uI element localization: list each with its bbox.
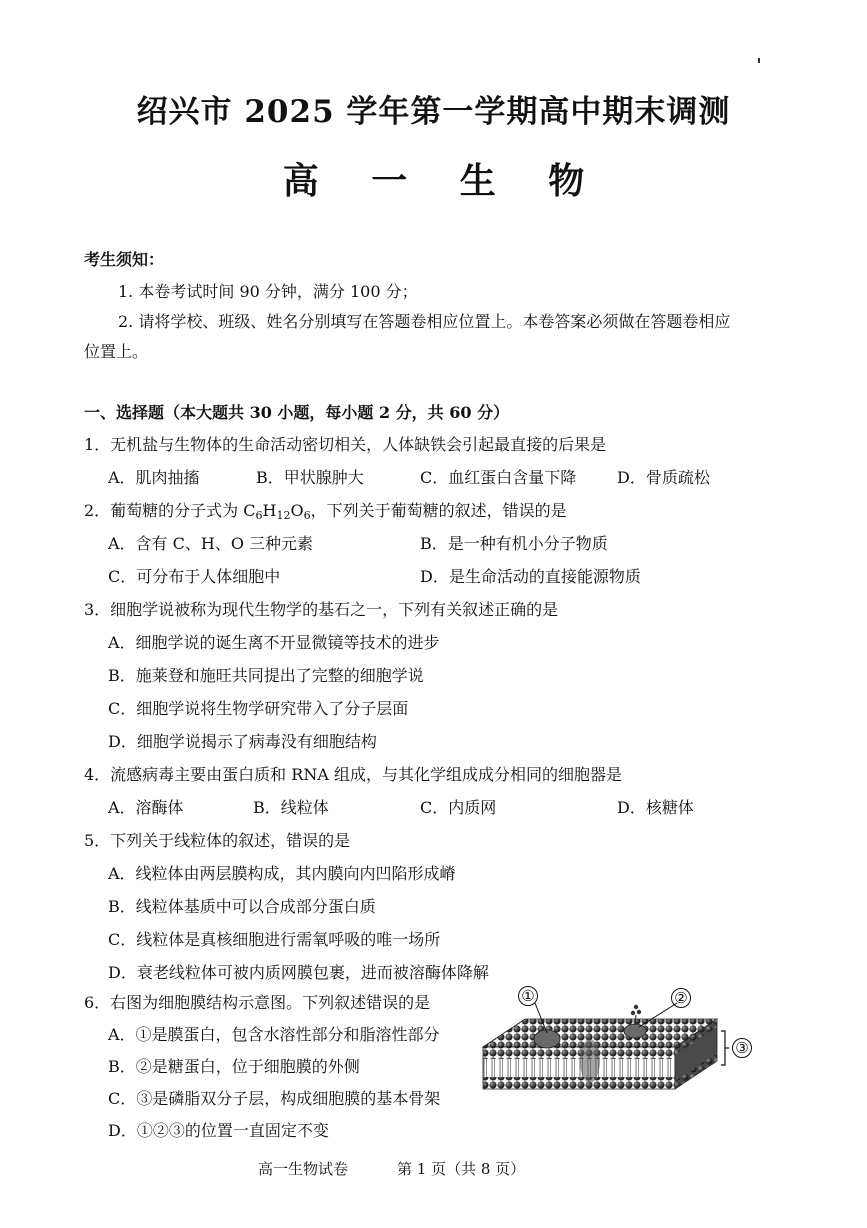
membrane-diagram — [465, 985, 765, 1125]
notice-item-2-cont: 位置上。 — [84, 342, 149, 361]
exam-title: 绍兴市 2025 学年第一学期高中期末调测 — [136, 94, 731, 130]
section-heading: 一、选择题（本大题共 30 小题，每小题 2 分，共 60 分） — [84, 403, 510, 422]
q2-option-b: B．是一种有机小分子物质 — [420, 534, 608, 553]
footer-paper-name: 高一生物试卷 — [258, 1160, 349, 1178]
q3-option-d: D．细胞学说揭示了病毒没有细胞结构 — [108, 732, 377, 751]
scan-mark — [758, 58, 760, 63]
q1-option-b: B．甲状腺肿大 — [256, 468, 364, 487]
q4-option-a: A．溶酶体 — [108, 798, 184, 817]
q6-option-c: C．③是磷脂双分子层，构成细胞膜的基本骨架 — [108, 1089, 441, 1108]
figure-label-2: ② — [671, 988, 691, 1008]
formula-o: O — [290, 501, 304, 520]
q2-option-d: D．是生命活动的直接能源物质 — [420, 567, 641, 586]
footer-page-number: 第 1 页（共 8 页） — [397, 1160, 526, 1178]
q2-option-c: C．可分布于人体细胞中 — [108, 567, 281, 586]
question-5-stem: 5．下列关于线粒体的叙述，错误的是 — [84, 831, 351, 850]
notice-item-2: 2. 请将学校、班级、姓名分别填写在答题卷相应位置上。本卷答案必须做在答题卷相应 — [118, 312, 731, 331]
notice-item-1: 1. 本卷考试时间 90 分钟，满分 100 分； — [118, 282, 418, 301]
bilayer-bracket — [721, 1031, 729, 1065]
q1-option-c: C．血红蛋白含量下降 — [420, 468, 577, 487]
q4-option-b: B．线粒体 — [253, 798, 329, 817]
question-2-stem — [84, 498, 567, 522]
q2-stem-prefix: 2．葡萄糖的分子式为 C — [84, 501, 256, 520]
q6-option-b: B．②是糖蛋白，位于细胞膜的外侧 — [108, 1057, 360, 1076]
q3-option-c: C．细胞学说将生物学研究带入了分子层面 — [108, 699, 409, 718]
cell-membrane-figure — [465, 985, 765, 1125]
question-6-stem: 6．右图为细胞膜结构示意图。下列叙述错误的是 — [84, 993, 431, 1012]
q5-option-c: C．线粒体是真核细胞进行需氧呼吸的唯一场所 — [108, 930, 441, 949]
q6-option-a: A．①是膜蛋白，包含水溶性部分和脂溶性部分 — [108, 1025, 440, 1044]
q1-option-d: D．骨质疏松 — [617, 468, 710, 487]
question-4-stem: 4．流感病毒主要由蛋白质和 RNA 组成，与其化学组成成分相同的细胞器是 — [84, 765, 622, 784]
q6-option-d: D．①②③的位置一直固定不变 — [108, 1121, 329, 1140]
figure-label-3: ③ — [732, 1038, 752, 1058]
q1-option-a: A．肌肉抽搐 — [108, 468, 200, 487]
q5-option-a: A．线粒体由两层膜构成，其内膜向内凹陷形成嵴 — [108, 864, 456, 883]
figure-label-1: ① — [518, 986, 538, 1006]
subject-title: 高 一 生 物 — [282, 160, 605, 202]
q3-option-a: A．细胞学说的诞生离不开显微镜等技术的进步 — [108, 633, 440, 652]
formula-h: H — [262, 501, 277, 520]
q5-option-b: B．线粒体基质中可以合成部分蛋白质 — [108, 897, 376, 916]
formula-c-subscript: 6 — [255, 509, 263, 522]
formula-o-subscript: 6 — [303, 509, 311, 522]
q2-stem-suffix: ，下列关于葡萄糖的叙述，错误的是 — [310, 501, 567, 520]
question-1-stem: 1．无机盐与生物体的生命活动密切相关，人体缺铁会引起最直接的后果是 — [84, 435, 607, 454]
formula-h-subscript: 12 — [276, 509, 291, 522]
question-3-stem: 3．细胞学说被称为现代生物学的基石之一，下列有关叙述正确的是 — [84, 600, 559, 619]
membrane-front-side — [483, 1047, 675, 1089]
q3-option-b: B．施莱登和施旺共同提出了完整的细胞学说 — [108, 666, 424, 685]
q4-option-c: C．内质网 — [420, 798, 497, 817]
q2-option-a: A．含有 C、H、O 三种元素 — [108, 534, 314, 553]
q5-option-d: D．衰老线粒体可被内质网膜包裹，进而被溶酶体降解 — [108, 963, 489, 982]
q4-option-d: D．核糖体 — [617, 798, 694, 817]
notice-heading: 考生须知： — [84, 250, 165, 269]
